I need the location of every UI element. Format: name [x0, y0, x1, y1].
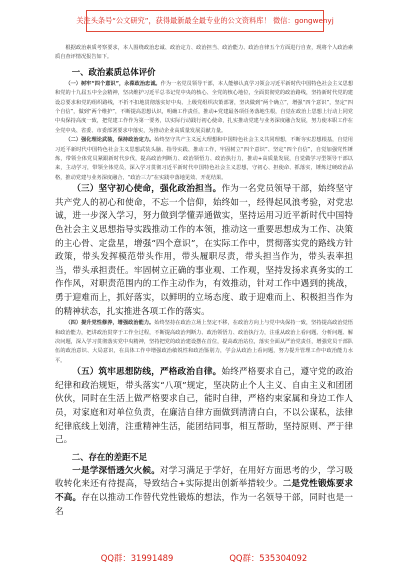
section-heading-2: 二、存在的差距不足 — [71, 451, 148, 462]
item-1-paragraph — [55, 80, 353, 136]
item-2-paragraph — [55, 136, 353, 183]
footer-qq-group-2: QQ群：535304092 — [229, 553, 308, 563]
item-6-body-2: 存在以推动工作替代党性锻炼的想法，作为一名领导干部，同时也是一名 — [55, 493, 353, 517]
promo-banner-text: 关注头条号“公文研究”，获得最新最全最专业的公文资料库！ 微信：gongwenyj — [76, 16, 334, 25]
item-6-lead-1: 一是学深悟透欠火候。 — [72, 465, 160, 476]
item-6-lead-2: 二是党性锻炼要求不高。 — [55, 479, 353, 503]
promo-banner — [76, 10, 334, 32]
item-5-body: 始终严格要求自己，遵守党的政治纪律和政治规矩，带头落实“八项”规定，坚决防止个人主义、自由主义和团团伙伙，同时在生活上做严格要求自己，能时自律，严格约束家属和身边工作人员，对家庭和对单位负责，在廉洁自律方面做到清清白白，不以公谋私，法律纪律底线上划清，注重精神生活，能团结同事，相互帮助，坚持原则、严于律己。 — [55, 367, 353, 446]
item-6-paragraph — [55, 465, 353, 519]
item-4-body: 始终坚持在政治立场上坚定不移，在政治方向上与党中央保持一致，坚持提高政治觉悟和政治能力，把讲政治贯穿于工作全过程，不断提高政治判断力、政治领悟力、政治执行力，注重从政治上看问题、分析问题、解决问题，深入学习贯彻落实党中央精神，坚持把党的政治建设摆在首位，提高政治站位，落实全面从严治党责任，增强党员干部队伍的政治意识、大局意识，在具体工作中增强政治敏锐性和政治鉴别力，学会从政治上看问题，努力提升管理工作中政治能力水平。 — [55, 320, 353, 364]
intro-paragraph: 根据政治素质考察要求，本人围绕政治忠诚、政治定力、政治担当、政治能力、政治自律五个方面进行自查，现将个人政治素质自查评情况报告如下。 — [55, 45, 353, 61]
item-5-paragraph — [55, 366, 353, 448]
item-1-body: 作为一名党员领导干部，本人能够认真学习领会习近平新时代中国特色社会主义思想和党的十九届五中全会精神，坚决维护习近平总书记党中央的核心、全党的核心地位，全面贯彻党的政治路线，坚持新时代党的建设总要求和党的组织路线，不折不扣地贯彻落实好中央、上级党组织决策部署，坚决做到“两个确立”，增强“四个意识”，坚定“四个自信”，做到“两个维护”，不断提高思想认识，明确工作责任，推动+党建最各项任务落地生根，自觉在政治上思想上行动上同党中央保持高度一致，把党建工作作为第一要务，以实际行动践行初心使命，扎实推动党建与业务深度融合发展，努力使本职工作在全党中央、省委、市委部署要求中落实，为推动企业高质量发展贡献力量。 — [55, 80, 353, 134]
item-5-heading: （五）筑牢思想防线，严格政治自律。 — [72, 367, 222, 378]
item-2-body: 始终坚守共产主义远大理想和中国特色社会主义共同理想，不断夯实思想根基，自觉用习近平新时代中国特色社会主义思想武装头脑、指导实践、推动工作，牢固树立“四个意识”、坚定“四个自信”，自觉加强党性锤炼，带领全体党员紧跟新时代步伐，提高政治判断力、政治领悟力、政治执行力，推动+高质量发展，自觉做学习型领导干部以来，主动学习，带领全体党员，深入学习贯彻习近平新时代中国特色社会主义思想，守初心、担使命、抓落实，锤炼过硬政治品格，推动党建与业务深度融合，“政治三力”在实践中落地见效、开花结果。 — [55, 137, 353, 181]
footer-bar — [0, 548, 408, 568]
item-3-heading: （三）坚守初心使命，强化政治担当。 — [72, 184, 222, 195]
item-1-heading: （一）树牢“四个意识”，永葆政治忠诚。 — [65, 80, 161, 87]
document-body — [55, 44, 353, 519]
footer-qq-group-1: QQ群：31991489 — [100, 553, 174, 563]
item-3-paragraph — [55, 183, 353, 319]
item-2-heading: （二）强化理论武装，保持政治定力。 — [65, 137, 155, 144]
section-heading-1: 一、政治素质总体评价 — [71, 66, 156, 77]
item-4-paragraph — [55, 319, 353, 366]
item-4-heading: （四）提升党性修养，增强政治能力。 — [65, 320, 155, 327]
item-3-body: 作为一名党员领导干部，始终坚守共产党人的初心和使命，不忘一个信仰，始终如一，经得起风浪考验，对党忠诚，进一步深入学习，努力做到学懂弄通做实，坚持运用习近平新时代中国特色社会主义思想指导实践推动工作的本领，推动这一重要思想成为工作、决策的主心骨、定盘星，增强“四个意识”，在实际工作中，贯彻落实党的路线方针政策，带头发挥模范带头作用，带头履职尽责，带头担当作为，带头表率担当，带头承担责任。牢固树立正确的事业观、工作观，坚持发扬求真务实的工作作风，对职责范围内的工作主动作为，有效推动，针对工作中遇到的挑战，勇于迎难而上，抓好落实，以鲜明的立场态度、敢于迎难而上、积极担当作为的精神状态，扎实推进各项工作的落实。 — [55, 184, 353, 317]
item-6-body-1: 对学习满足于学好，在用好方面思考的少，学习吸收转化来还有待提高，导致结合+实际提出创新举措较少。 — [55, 465, 353, 490]
